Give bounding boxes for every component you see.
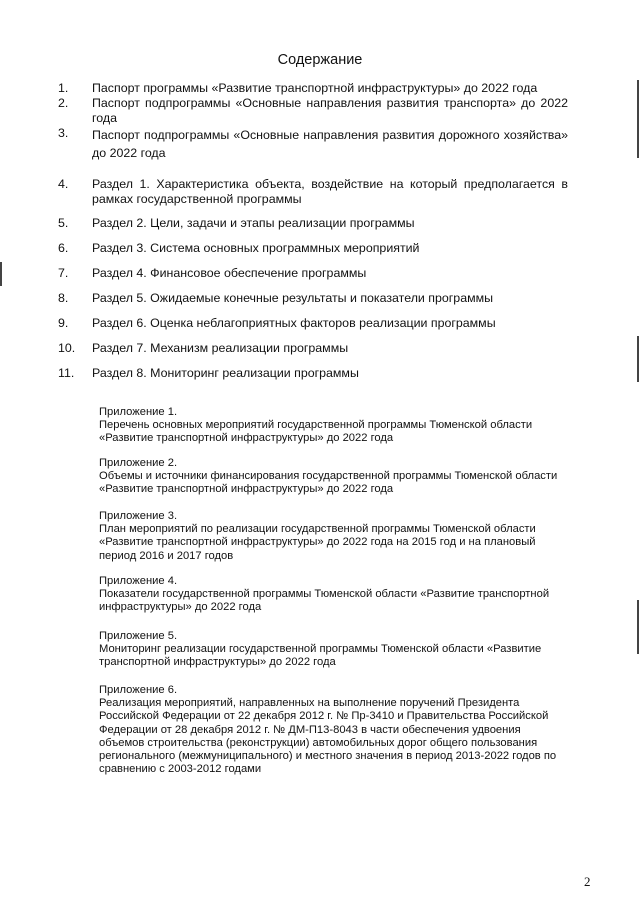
appendix-text: Реализация мероприятий, направленных на выполнение поручений Президента Российской Федерации от 22 декабря 2012 г. № Пр-3410 и Правительства Российской Федерации от 28 декабря 2012 г. № ДМ-П13-8043 в части обеспечения удвоения объемов строительства (реконструкции) автомобильных дорог общего пользования регионального (межмуниципального) и местного значения в период 2013-2022 годов по сравнению с 2003-2012 годами [99, 697, 557, 776]
appendix-text: План мероприятий по реализации государственной программы Тюменской области «Развитие транспортной инфраструктуры» до 2022 года на 2015 год и на плановый период 2016 и 2017 годов [99, 523, 536, 562]
scan-edge-mark-right-bottom [637, 600, 639, 654]
appendix-title: Приложение 6. [99, 684, 178, 696]
scan-edge-mark-left [0, 262, 2, 286]
toc-item-text: Паспорт программы «Развитие транспортной инфраструктуры» до 2022 года [92, 81, 538, 95]
appendix-text: Объемы и источники финансирования государственной программы Тюменской области «Развитие транспортной инфраструктуры» до 2022 года [99, 470, 558, 496]
toc-item-text: Раздел 1. Характеристика объекта, воздействие на который предполагается в рамках государственной программы [92, 177, 568, 206]
toc-item-text: Раздел 8. Мониторинг реализации программы [92, 366, 359, 380]
toc-item-text: Паспорт подпрограммы «Основные направления развития дорожного хозяйства» до 2022 года [92, 128, 568, 160]
appendix-entry [99, 510, 569, 563]
toc-item-number: 2. [58, 96, 69, 110]
toc-item-number: 11. [58, 366, 75, 380]
toc-item-text: Раздел 4. Финансовое обеспечение программы [92, 266, 367, 280]
toc-item-number: 1. [58, 81, 69, 95]
toc-item-number: 5. [58, 216, 69, 230]
toc-item-number: 7. [58, 266, 69, 280]
toc-item-number: 6. [58, 241, 69, 255]
toc-item-number: 4. [58, 177, 69, 191]
toc-item-text: Раздел 2. Цели, задачи и этапы реализации программы [92, 216, 415, 230]
toc-item-text: Раздел 5. Ожидаемые конечные результаты и показатели программы [92, 291, 494, 305]
appendix-title: Приложение 2. [99, 457, 178, 469]
toc-item-number: 9. [58, 316, 69, 330]
toc-item-number: 3. [58, 126, 69, 140]
toc-item-text: Раздел 7. Механизм реализации программы [92, 341, 349, 355]
scan-edge-mark-right-middle [637, 336, 639, 382]
appendix-entry [99, 406, 569, 446]
toc-item-number: 8. [58, 291, 69, 305]
appendix-title: Приложение 3. [99, 510, 178, 522]
appendix-text: Показатели государственной программы Тюменской области «Развитие транспортной инфраструктуры» до 2022 года [99, 588, 550, 614]
appendix-text: Перечень основных мероприятий государственной программы Тюменской области «Развитие транспортной инфраструктуры» до 2022 года [99, 419, 533, 445]
appendix-entry [99, 630, 569, 670]
appendix-entry [99, 457, 569, 497]
appendix-text: Мониторинг реализации государственной программы Тюменской области «Развитие транспортной инфраструктуры» до 2022 года [99, 643, 542, 669]
toc-item-number: 10. [58, 341, 76, 355]
appendix-entry [99, 684, 569, 776]
appendix-title: Приложение 5. [99, 630, 178, 642]
appendix-entry [99, 575, 569, 615]
toc-item-text: Раздел 3. Система основных программных мероприятий [92, 241, 420, 255]
page-number: 2 [584, 874, 591, 889]
scan-edge-mark-right-top [637, 80, 639, 158]
appendix-title: Приложение 1. [99, 406, 178, 418]
page-title: Содержание [277, 52, 363, 68]
appendix-title: Приложение 4. [99, 575, 178, 587]
toc-item-text: Паспорт подпрограммы «Основные направления развития транспорта» до 2022 года [92, 96, 568, 125]
toc-item-text: Раздел 6. Оценка неблагоприятных факторов реализации программы [92, 316, 496, 330]
